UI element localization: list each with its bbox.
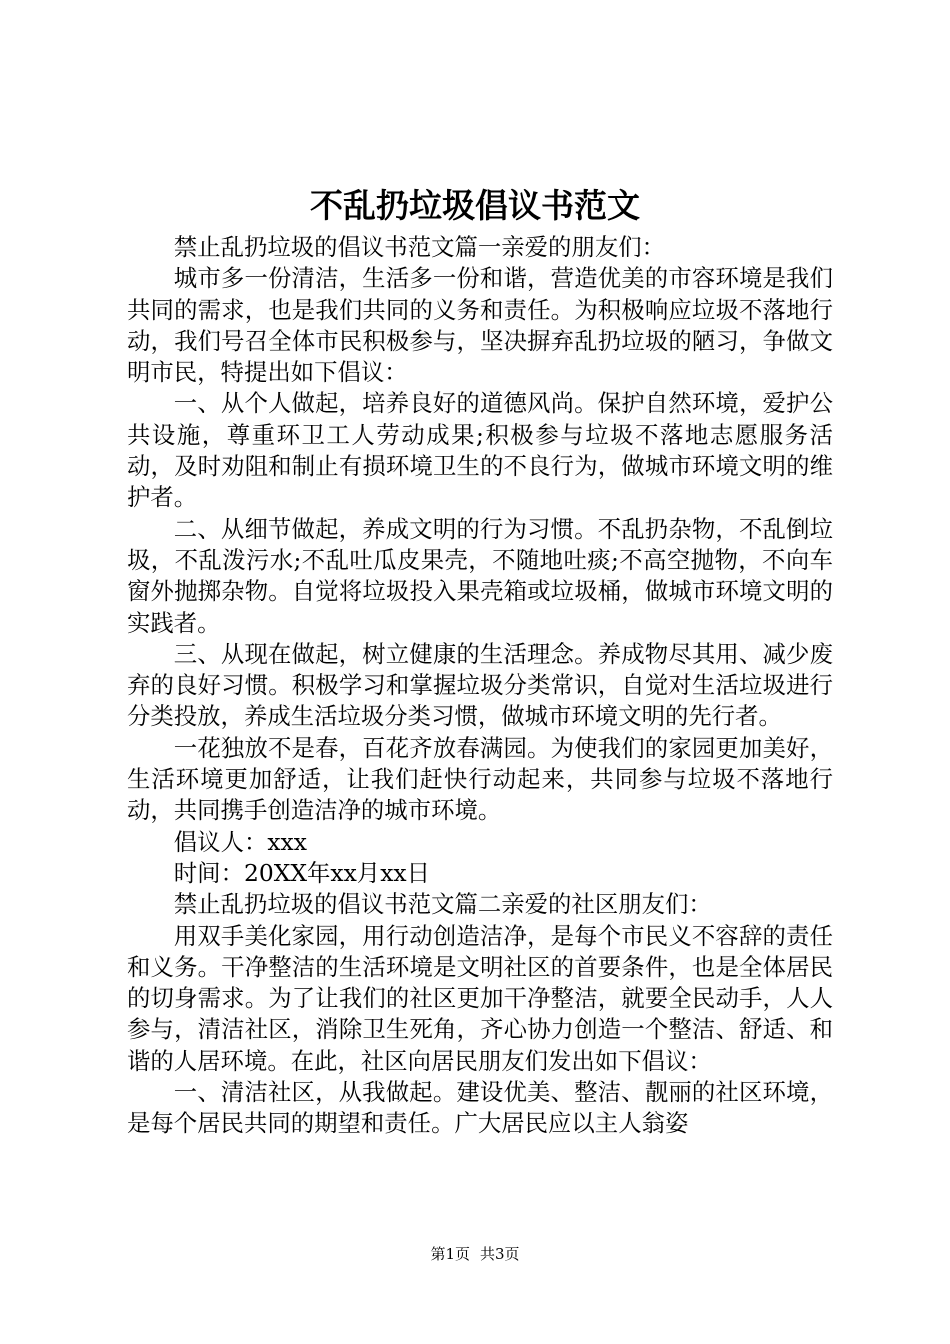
paragraph-intro-1: 城市多一份清洁，生活多一份和谐，营造优美的市容环境是我们共同的需求，也是我们共同的义务和责任。为积极响应垃圾不落地行动，我们号召全体市民积极参与，坚决摒弃乱扔垃圾的陋习，争做文明市民，特提出如下倡议： <box>127 264 833 387</box>
paragraph-item-1-2: 二、从细节做起，养成文明的行为习惯。不乱扔杂物，不乱倒垃圾，不乱泼污水;不乱吐瓜皮果壳，不随地吐痰;不高空抛物，不向车窗外抛掷杂物。自觉将垃圾投入果壳箱或垃圾桶，做城市环境文明的实践者。 <box>127 514 833 637</box>
paragraph-item-2-1: 一、清洁社区，从我做起。建设优美、整洁、靓丽的社区环境，是每个居民共同的期望和责任。广大居民应以主人翁姿 <box>127 1078 833 1138</box>
document-body <box>127 232 833 1140</box>
paragraph-greeting-1: 禁止乱扔垃圾的倡议书范文篇一亲爱的朋友们： <box>173 233 665 261</box>
signature-line: 倡议人：xxx <box>173 827 307 856</box>
date-line: 时间：20XX年xx月xx日 <box>173 858 430 887</box>
page-number: 第1页 <box>430 1245 470 1263</box>
paragraph-greeting-2: 禁止乱扔垃圾的倡议书范文篇二亲爱的社区朋友们： <box>173 890 712 919</box>
paragraph-closing-1: 一花独放不是春，百花齐放春满园。为使我们的家园更加美好，生活环境更加舒适，让我们赶快行动起来，共同参与垃圾不落地行动，共同携手创造洁净的城市环境。 <box>127 733 833 825</box>
paragraph-intro-2: 用双手美化家园，用行动创造洁净，是每个市民义不容辞的责任和义务。干净整洁的生活环境是文明社区的首要条件，也是全体居民的切身需求。为了让我们的社区更加干净整洁，就要全民动手，人人参与，清洁社区，消除卫生死角，齐心协力创造一个整洁、舒适、和谐的人居环境。在此，社区向居民朋友们发出如下倡议： <box>127 921 833 1075</box>
paragraph-item-1-3: 三、从现在做起，树立健康的生活理念。养成物尽其用、减少废弃的良好习惯。积极学习和掌握垃圾分类常识，自觉对生活垃圾进行分类投放，养成生活垃圾分类习惯，做城市环境文明的先行者。 <box>127 639 833 731</box>
paragraph-item-1-1: 一、从个人做起，培养良好的道德风尚。保护自然环境，爱护公共设施，尊重环卫工人劳动成果;积极参与垃圾不落地志愿服务活动，及时劝阻和制止有损环境卫生的不良行为，做城市环境文明的维护者。 <box>127 389 833 512</box>
page-total: 共3页 <box>480 1245 520 1263</box>
page-footer <box>0 1244 950 1264</box>
document-title: 不乱扔垃圾倡议书范文 <box>310 186 640 225</box>
